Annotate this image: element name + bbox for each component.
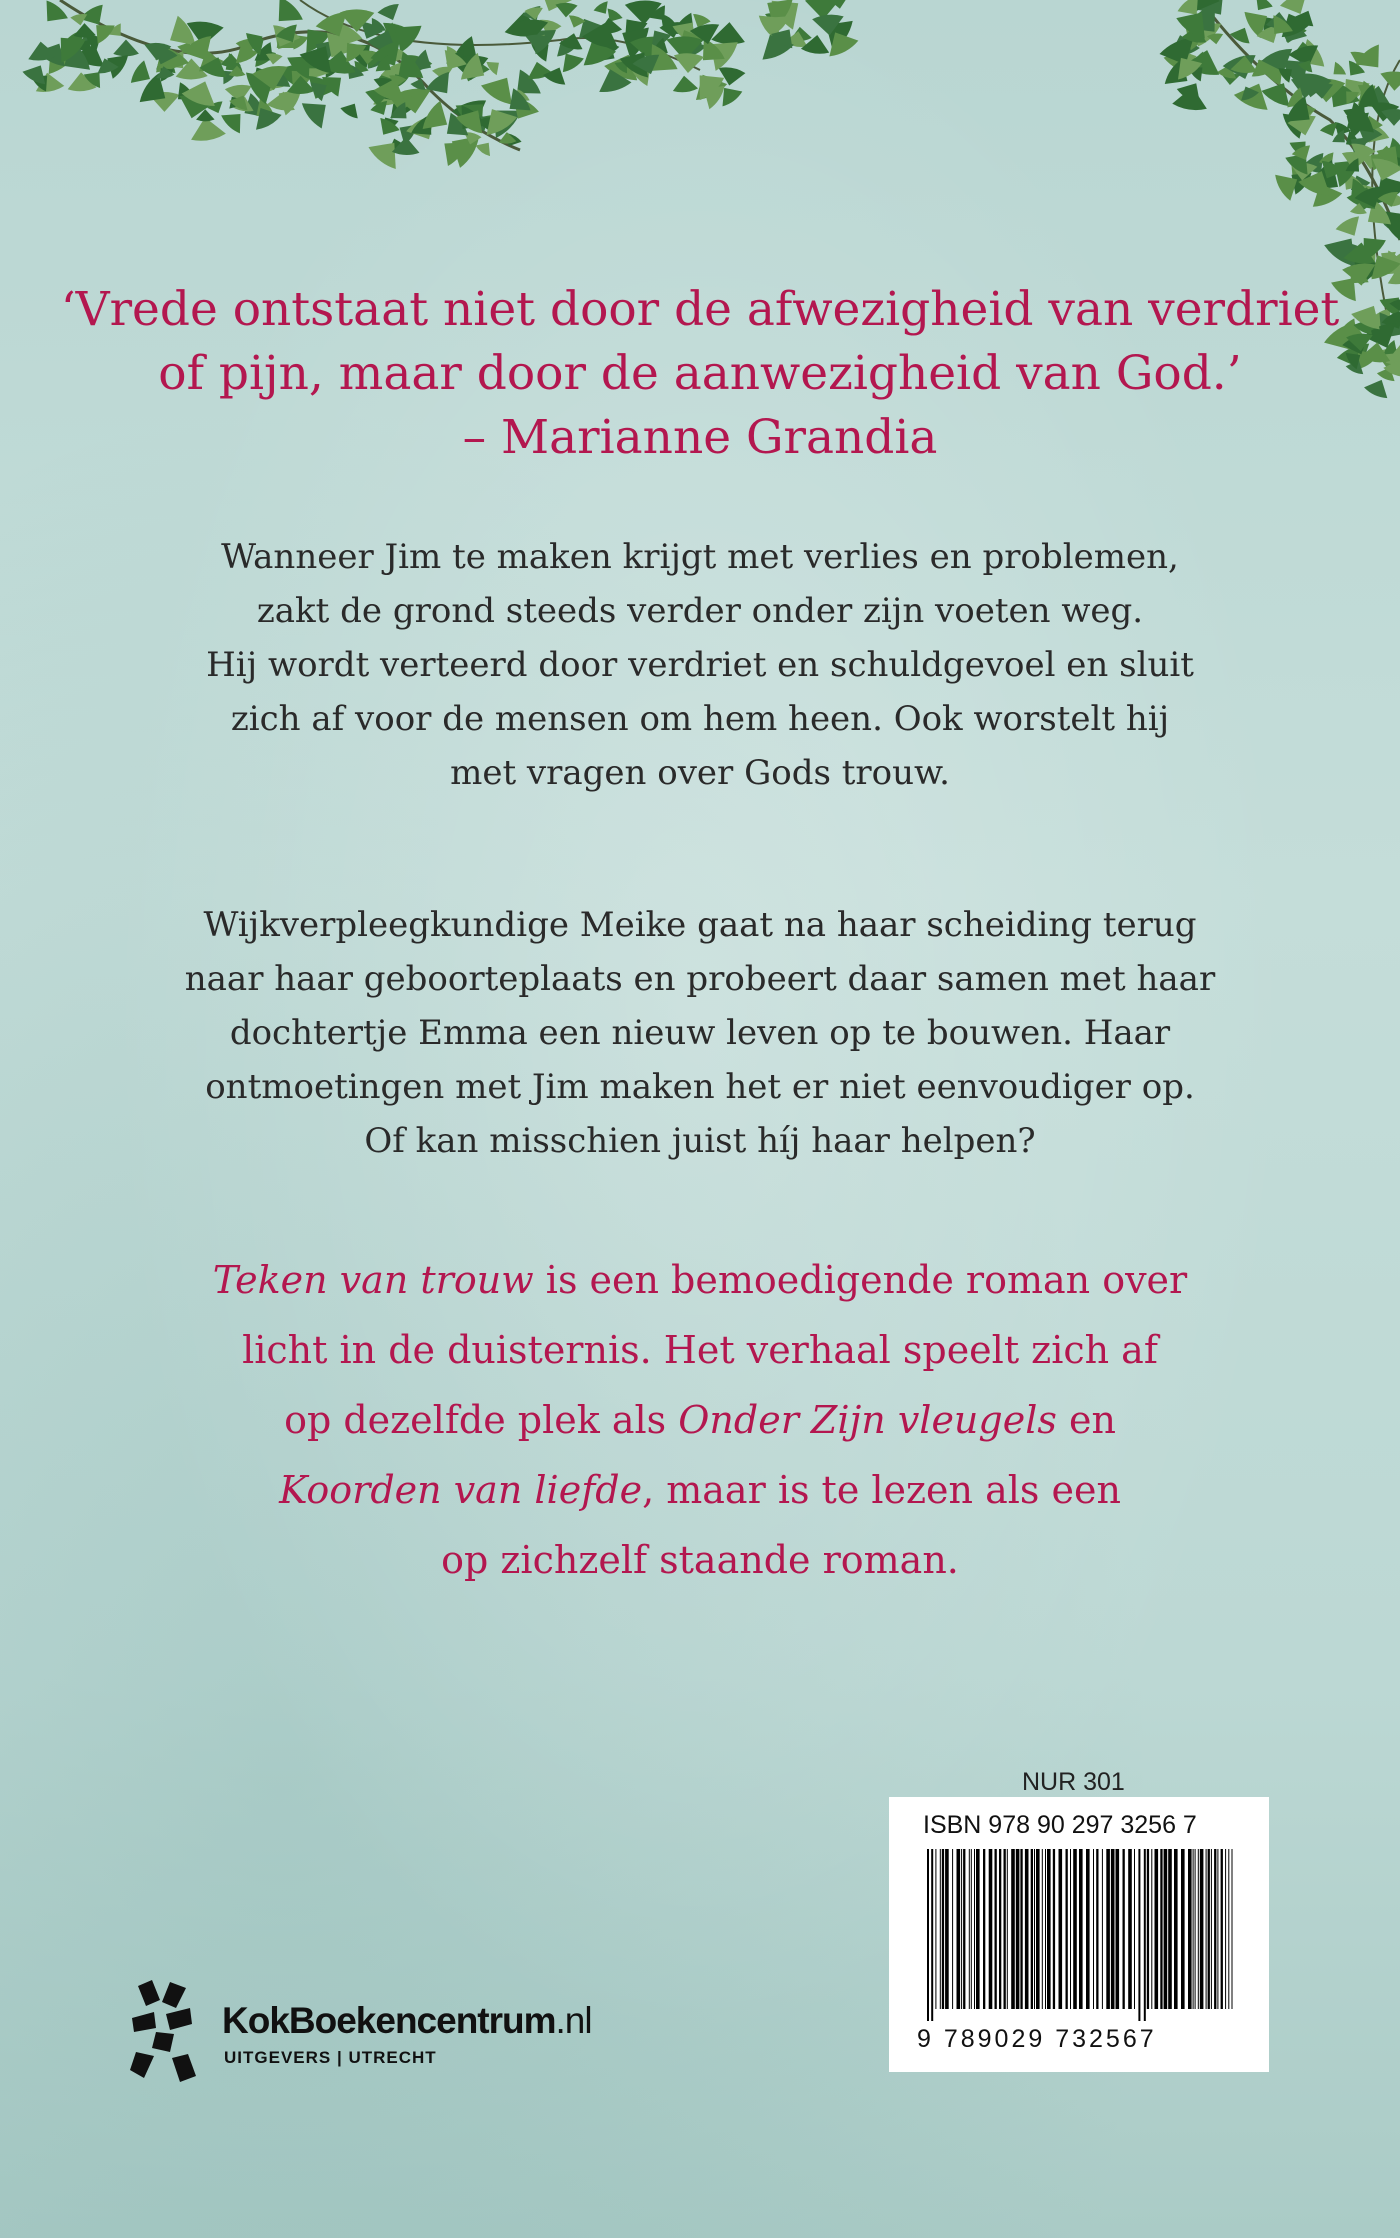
blurb-line: zakt de grond steeds verder onder zijn voeten weg.: [256, 591, 1144, 631]
ean-digits: 9 789029 732567: [917, 2025, 1157, 2053]
blurb-paragraph-2: [0, 898, 1400, 1168]
book-title-koorden-van-liefde: Koorden van liefde: [279, 1468, 643, 1512]
promo-text: is een bemoedigende roman over: [533, 1258, 1188, 1302]
book-title-teken-van-trouw: Teken van trouw: [212, 1258, 534, 1302]
blurb-paragraph-1: [0, 530, 1400, 800]
isbn-text: ISBN 978 90 297 3256 7: [923, 1811, 1197, 1839]
promo-block: [0, 1245, 1400, 1595]
quote-attribution: – Marianne Grandia: [462, 410, 938, 465]
publisher-tld: .nl: [555, 2000, 592, 2041]
promo-line: [0, 1455, 1400, 1525]
promo-text: en: [1056, 1398, 1116, 1442]
publisher-logo: [130, 1978, 630, 2088]
blurb-line: ontmoetingen met Jim maken het er niet eenvoudiger op.: [205, 1067, 1195, 1107]
publisher-name-text: KokBoekencentrum: [222, 2000, 556, 2041]
promo-line: licht in de duisternis. Het verhaal speelt zich af: [242, 1328, 1158, 1372]
quote-line: of pijn, maar door de aanwezigheid van God.’: [158, 346, 1242, 401]
quote-line: ‘Vrede ontstaat niet door de afwezigheid van verdriet: [60, 282, 1340, 337]
promo-line: [0, 1385, 1400, 1455]
blurb-line: naar haar geboorteplaats en probeert daar samen met haar: [184, 959, 1216, 999]
barcode-bars: [923, 1849, 1243, 2021]
blurb-line: zich af voor de mensen om hem heen. Ook worstelt hij: [230, 699, 1170, 739]
blurb-line: met vragen over Gods trouw.: [450, 753, 950, 793]
blurb-line: Of kan misschien juist híj haar helpen?: [364, 1121, 1036, 1161]
publisher-name: [222, 2000, 592, 2042]
promo-line: [0, 1245, 1400, 1315]
book-title-onder-zijn-vleugels: Onder Zijn vleugels: [678, 1398, 1057, 1442]
promo-line: op zichzelf staande roman.: [441, 1538, 959, 1582]
quote-block: [0, 278, 1400, 470]
publisher-subtitle: UITGEVERS | UTRECHT: [224, 2048, 437, 2067]
blurb-line: Wanneer Jim te maken krijgt met verlies en problemen,: [221, 537, 1179, 577]
blurb-line: Wijkverpleegkundige Meike gaat na haar scheiding terug: [203, 905, 1197, 945]
promo-text: op dezelfde plek als: [284, 1398, 679, 1442]
promo-text: , maar is te lezen als een: [642, 1468, 1121, 1512]
blurb-line: Hij wordt verteerd door verdriet en schuldgevoel en sluit: [206, 645, 1194, 685]
publisher-mark-icon: [130, 1978, 200, 2088]
nur-code: NUR 301: [1022, 1768, 1125, 1796]
blurb-line: dochtertje Emma een nieuw leven op te bouwen. Haar: [229, 1013, 1171, 1053]
isbn-barcode: [889, 1797, 1269, 2072]
